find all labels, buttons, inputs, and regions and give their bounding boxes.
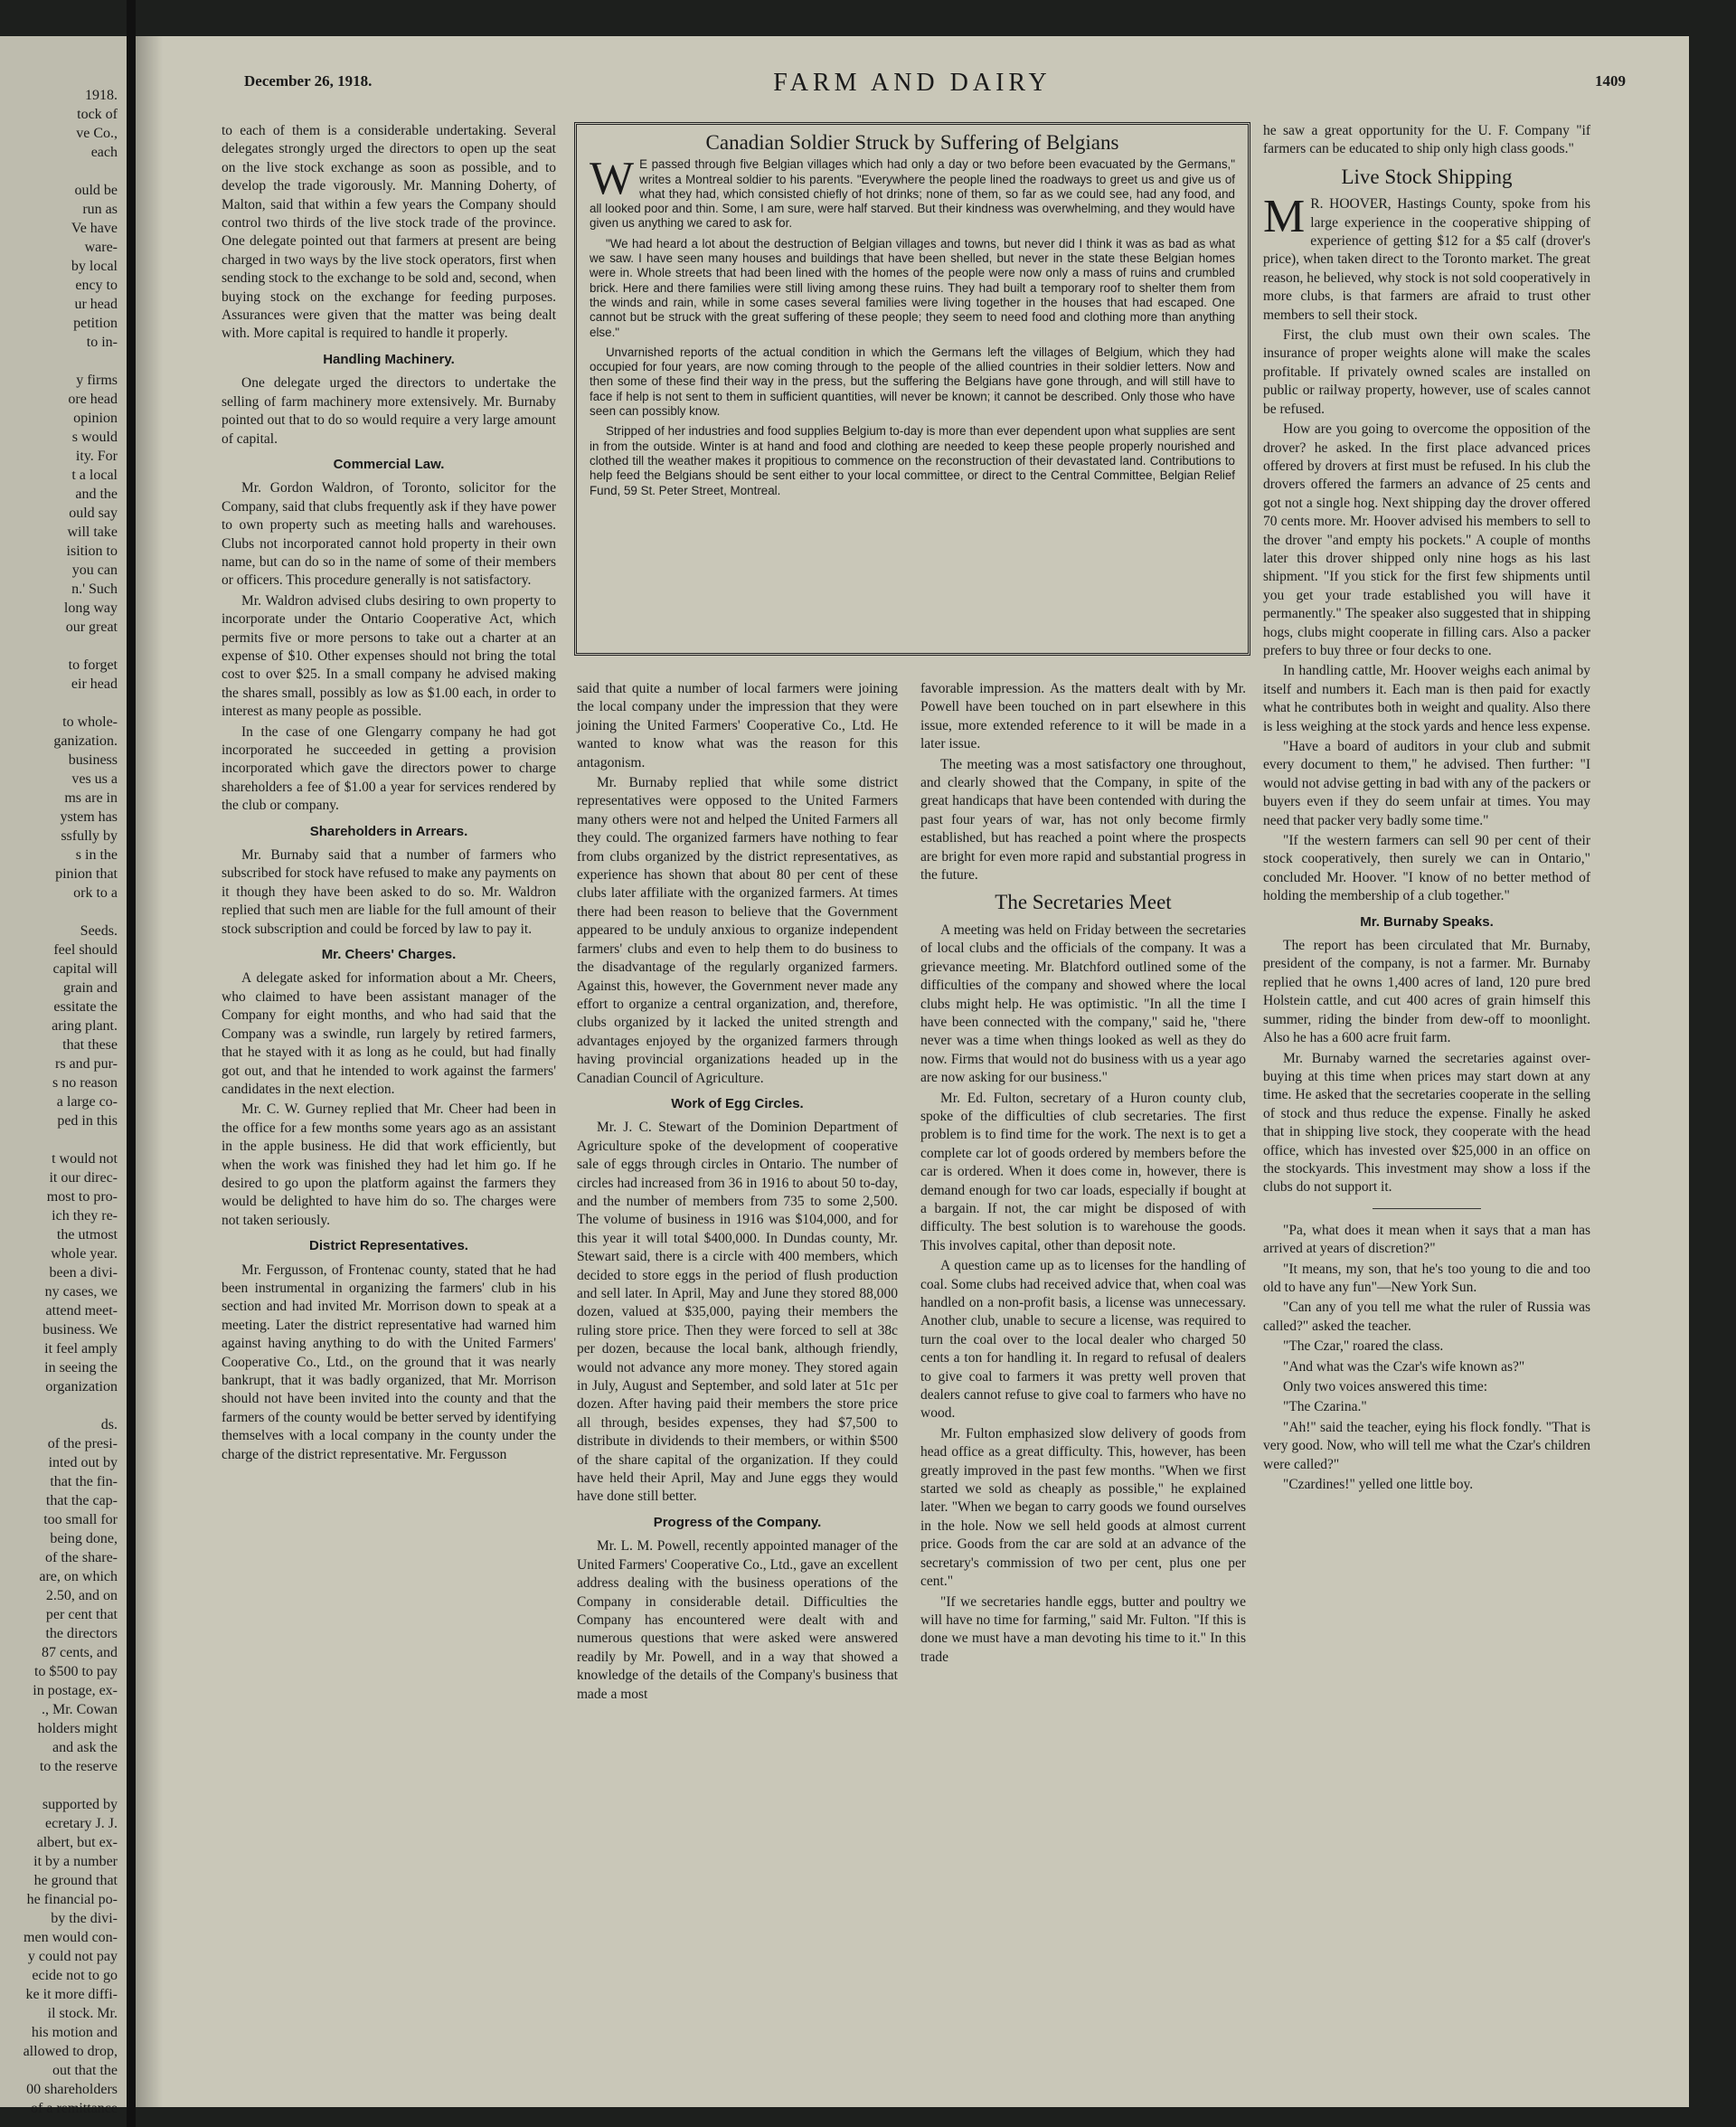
previous-page-line: will take — [67, 525, 118, 540]
col4-paragraph: "The Czarina." — [1283, 1399, 1367, 1415]
previous-page-line: to in- — [86, 335, 118, 350]
previous-page-line: ecretary J. J. — [45, 1816, 118, 1831]
previous-page-line: a large co- — [56, 1094, 118, 1110]
previous-page-line: attend meet- — [45, 1303, 118, 1319]
previous-page-line: ny cases, we — [44, 1284, 118, 1300]
previous-page-line: long way — [63, 600, 118, 616]
previous-page-line: that the fin- — [50, 1474, 118, 1489]
col4-paragraph: "It means, my son, that he's too young to die and too old to have any fun"—New York Sun. — [1263, 1261, 1590, 1295]
previous-page-line: each — [90, 145, 118, 160]
previous-page-line: ould be — [74, 183, 118, 198]
previous-page-line: ecide not to go — [32, 1968, 118, 1983]
previous-page-line — [0, 162, 118, 181]
previous-page-line — [0, 1396, 118, 1415]
col4-paragraph: "Have a board of auditors in your club and submit every document to them," he advised. Then further: "I would not advise getting in bad with any of the packers or buyers even if they do seem unfair at times. You may need that packer very badly some time." — [1263, 739, 1590, 828]
previous-page-line: been a divi- — [49, 1265, 118, 1281]
previous-page-line: ., Mr. Cowan — [42, 1702, 118, 1717]
subheading-company-progress: Progress of the Company. — [653, 1514, 822, 1530]
previous-page-line: are, on which — [39, 1569, 118, 1584]
previous-page-line: ity. For — [75, 449, 118, 464]
column-3 — [920, 680, 1246, 2095]
previous-page-line — [0, 1130, 118, 1149]
previous-page-line: petition — [73, 316, 118, 331]
previous-page-line: ork to a — [73, 885, 118, 901]
previous-page-line — [0, 694, 118, 713]
box-paragraph-text: E passed through five Belgian villages which had only a day or two before been evacuated by the Germans," writes a Montreal soldier to his parents. "Everywhere the people lined the roadways to greet us and give us of what they had, which consisted chiefly of hot drinks; none of them, so far as we could see, had any food, and all looked poor and thin. Some, I am sure, were half starved. But their kindness was overwhelming, and they would have given us anything we cared to ask for. — [590, 157, 1235, 231]
previous-page-line: his motion and — [31, 2025, 118, 2040]
box-dropcap: W — [590, 153, 635, 205]
previous-page-line: holders might — [37, 1721, 118, 1736]
subheading-commercial-law: Commercial Law. — [333, 456, 445, 472]
heading-secretaries-meet: The Secretaries Meet — [995, 891, 1172, 914]
col1-paragraph: One delegate urged the directors to undertake the selling of farm machinery more extensively. Mr. Burnaby pointed out that to do so would require a very large amount of capital. — [222, 375, 556, 447]
previous-page-line: to $500 to pay — [34, 1664, 118, 1679]
previous-page-line: eir head — [71, 676, 118, 692]
previous-page-line — [0, 352, 118, 371]
previous-page-line: aring plant. — [52, 1018, 118, 1034]
column-2 — [577, 680, 898, 2095]
col4-paragraph: The report has been circulated that Mr. Burnaby, president of the company, is not a farmer. Mr. Burnaby replied that he owns 1,400 acres of land, 120 pure bred Holstein cattle, and cut 400 acres of grain himself this summer, riding the binder from dew-off to moonlight. Also he has a 600 acre fruit farm. — [1263, 938, 1590, 1046]
subheading-district-representatives: District Representatives. — [309, 1238, 468, 1254]
previous-page-line: feel should — [53, 942, 118, 958]
previous-page-line: ould say — [69, 506, 118, 521]
col4-paragraph: "The Czar," roared the class. — [1283, 1338, 1444, 1355]
previous-page-line: ich they re- — [52, 1208, 118, 1224]
previous-page-line: grain and — [63, 980, 118, 996]
previous-page-line: the directors — [45, 1626, 118, 1641]
col4-paragraph — [1263, 191, 1591, 325]
col4-paragraph: In handling cattle, Mr. Hoover weighs each animal by itself and numbers it. Each man is then paid for exactly what he contributes both in weight and quality. Also there is less weighing at the stock yards and hence less expense. — [1263, 663, 1591, 734]
col1-paragraph: Mr. Gordon Waldron, of Toronto, solicitor for the Company, said that clubs frequently ask if they have power to own property such as meeting halls and warehouses. Clubs not incorporated cannot hold property in their own name, but can do so in the name of some of their members or officers. This procedure generally is not satisfactory. — [222, 480, 556, 589]
previous-page-line: to the reserve — [39, 1759, 118, 1774]
previous-page-line: per cent that — [45, 1607, 118, 1622]
previous-page-line: t would not — [52, 1151, 118, 1167]
previous-page-line: supported by — [42, 1797, 118, 1812]
previous-page-line: ssfully by — [61, 828, 118, 844]
previous-page-line: essitate the — [53, 999, 118, 1015]
previous-page-line: opinion — [73, 411, 118, 426]
belgian-relief-box — [574, 122, 1250, 656]
col3-paragraph: A meeting was held on Friday between the secretaries of local clubs and the officials of the company. It was a grievance meeting. Mr. Blatchford outlined some of the difficulties of the company and showed where the local clubs might help. He was optimistic. "In all the time I have been connected with the company," said he, "there never was a time when things looked as well as they do now. Firms that would not do business with us a year ago are now asking for our business." — [920, 922, 1246, 1086]
previous-page-line: by local — [71, 259, 118, 274]
previous-page-line: ds. — [100, 1417, 118, 1432]
previous-page-line: 2.50, and on — [45, 1588, 118, 1603]
previous-page-line: it feel amply — [44, 1341, 118, 1357]
previous-page-line: to whole- — [62, 714, 118, 730]
col1-paragraph: to each of them is a considerable undertaking. Several delegates strongly urged the directors to open up the seat on the live stock exchange as soon as possible, and to develop the trade vigorously. Mr. Manning Doherty, of Malton, said that within a few years the Company should control two thirds of the live stock trade of the province. One delegate pointed out that farmers at present are being charged in two ways by the live stock operators, first when sending stock to the exchange to be sold and, second, when buying stock on the exchange for feeding purposes. Assurances were given that the matter was being dealt with. More capital is required to handle it properly. — [222, 123, 556, 342]
previous-page-line: of a remittance — [31, 2101, 118, 2116]
previous-page-line: most to pro- — [46, 1189, 118, 1205]
previous-page-line: in seeing the — [44, 1360, 118, 1375]
subheading-burnaby-speaks: Mr. Burnaby Speaks. — [1360, 913, 1494, 930]
previous-page-line: s would — [71, 430, 118, 445]
col4-paragraph: Mr. Burnaby warned the secretaries against over-buying at this time when prices may start down at any time. He asked that the secretaries cooperate in the selling of stock and thus reduce the expense. Finally he asked that in shipping live stock, they cooperate with the head office, which has invested over $25,000 in an office on the stockyards. This investment may show a loss if the clubs do not support it. — [1263, 1050, 1590, 1196]
col4-paragraph: First, the club must own their own scales. The insurance of proper weights alone will make the scales profitable. If privately owned scales are installed on public or railway property, however, use of scales cannot be refused. — [1263, 327, 1590, 417]
previous-page-line: of the presi- — [47, 1436, 118, 1451]
previous-page-line: ur head — [74, 297, 118, 312]
previous-page-line: it by a number — [33, 1854, 118, 1869]
previous-page-line — [0, 637, 118, 656]
previous-page-line: and ask the — [52, 1740, 118, 1755]
previous-page-line: rs and pur- — [55, 1056, 118, 1072]
col3-paragraph: A question came up as to licenses for the handling of coal. Some clubs had received advice that, when coal was handled on a non-profit basis, a license was unnecessary. Another club, unable to secure a license, was required to turn the coal over to the local dealer who charged 50 cents a ton for handling it. In regard to refusal of dealers to give coal to farmers it was pretty well proven that dealers cannot refuse to give coal to farmers who have no wood. — [920, 1258, 1246, 1422]
previous-page-line: whole year. — [51, 1246, 118, 1262]
column-1 — [222, 122, 556, 2094]
col4-paragraph: "And what was the Czar's wife known as?" — [1283, 1358, 1525, 1375]
col2-paragraph: Mr. L. M. Powell, recently appointed manager of the United Farmers' Cooperative Co., Ltd., gave an excellent address dealing with the business operations of the Company in considerable detail. Difficulties the Company has encountered were dealt with and numerous questions that were asked were answered readily by Mr. Powell, and in a way that showed a knowledge of the details of the Company's business that made a most — [577, 1538, 898, 1702]
col1-paragraph: Mr. Burnaby said that a number of farmers who subscribed for stock have refused to make any payments on it though they have been asked to do so. Mr. Waldron replied that such men are liable for the full amount of their stock subscription and could be forced by law to pay it. — [222, 847, 556, 937]
previous-page-line: business — [68, 752, 118, 768]
previous-page-line: Ve have — [71, 221, 118, 236]
previous-page-line: that these — [62, 1037, 118, 1053]
previous-page-line: t a local — [71, 468, 118, 483]
previous-page-line: ke it more diffi- — [25, 1987, 118, 2002]
previous-page-line: he financial po- — [26, 1892, 118, 1907]
col4-paragraph: Only two voices answered this time: — [1283, 1379, 1487, 1394]
newspaper-page — [136, 36, 1689, 2107]
masthead-title: FARM AND DAIRY — [773, 69, 1052, 97]
previous-page-line: organization — [45, 1379, 118, 1394]
page-number: 1409 — [1595, 72, 1626, 90]
previous-page-line: s no reason — [52, 1075, 118, 1091]
previous-page-line: the utmost — [56, 1227, 118, 1243]
box-paragraph — [590, 153, 1235, 231]
previous-page-line: men would con- — [24, 1930, 118, 1945]
section-divider — [1373, 1208, 1481, 1209]
previous-page-line: in postage, ex- — [33, 1683, 118, 1698]
col4-paragraph: "Pa, what does it mean when it says that a man has arrived at years of discretion?" — [1263, 1222, 1590, 1257]
col4-dropcap: M — [1263, 191, 1306, 243]
col4-paragraph: "Czardines!" yelled one little boy. — [1283, 1477, 1474, 1493]
col4-paragraph: "Ah!" said the teacher, eying his flock fondly. "That is very good. Now, who will tell me what the Czar's children were called?" — [1263, 1419, 1590, 1472]
previous-page-line: tock of — [77, 107, 118, 122]
page-fold-shadow — [136, 36, 163, 2107]
previous-page-line: y could not pay — [27, 1949, 118, 1964]
previous-page-line: isition to — [66, 544, 118, 559]
previous-page-line: ganization. — [53, 733, 118, 749]
box-paragraph: "We had heard a lot about the destruction of Belgian villages and towns, but never did I think it was as bad as what we saw. I have seen many houses and buildings that have been shelled, but never in the state these Belgian homes were in. Whole streets that had been lined with the homes of the people were now only a mass of ruins and crumbled brick. Here and there families were still living among these ruins. They had built a temporary roof to shelter them from the winds and rain, while in some cases several families were living together in the houses that had escaped. One cannot but be struck with the great suffering of these people; they seem to need food and clothing more than anything else." — [590, 236, 1235, 339]
previous-page-line: our great — [65, 619, 118, 635]
previous-page-line: 87 cents, and — [42, 1645, 118, 1660]
previous-page-line: Seeds. — [80, 923, 118, 939]
col1-paragraph: In the case of one Glengarry company he had got incorporated he succeeded in getting a provision incorporated which gave the directors power to charge shareholders a fee of $1.00 a year for services rendered by the club or company. — [222, 723, 556, 814]
previous-page-line: out that the — [52, 2063, 118, 2078]
previous-page-line — [0, 1776, 118, 1795]
col4-paragraph: "If the western farmers can sell 90 per cent of their stock cooperatively, then surely we can in Ontario," concluded Mr. Hoover. "I know of no better method of holding the membership of a club together." — [1263, 833, 1590, 904]
col1-paragraph: Mr. Waldron advised clubs desiring to own property to incorporate under the Ontario Cooperative Act, which permits five or more persons to take out a charter at an expense of $10. Other expenses should not bring the total cost to over $25. In a small company he advised making the shares small, possibly as low as $1.00 each, in order to interest as many people as possible. — [222, 592, 556, 720]
previous-page-line: ystem has — [60, 809, 118, 825]
previous-page-line: n.' Such — [71, 581, 118, 597]
previous-page-line: y firms — [76, 373, 118, 388]
issue-date: December 26, 1918. — [244, 72, 373, 90]
previous-page-edge — [0, 36, 127, 2116]
previous-page-line: ore head — [68, 392, 118, 407]
col1-paragraph: Mr. Fergusson, of Frontenac county, stated that he had been instrumental in organizing the farmers' club in his section and had invited Mr. Morrison down to speak at a meeting. Later the district representative had warned him against having anything to do with the United Farmers' Cooperative Co., Ltd., on the ground that it was nearly bankrupt, that it was badly organized, that Mr. Morrison should not have been invited into the county and that the farmers of the county would be better served by identifying themselves with a local company in the county under the charge of the district representative. Mr. Fergusson — [222, 1262, 556, 1462]
heading-live-stock-shipping: Live Stock Shipping — [1341, 165, 1513, 188]
previous-page-line: it our direc- — [49, 1170, 118, 1186]
col1-paragraph: Mr. C. W. Gurney replied that Mr. Cheer had been in the office for a few months some years ago as an assistant in the apple business. He did that work efficiently, but when the work was finished they had let him go. If he desired to go upon the platform against the farmers they would be delighted to have him do so. The charges were not taken seriously. — [222, 1101, 556, 1228]
col3-paragraph: favorable impression. As the matters dealt with by Mr. Powell have been touched on in part elsewhere in this issue, more extended reference to it will be made in a later issue. — [920, 681, 1246, 752]
col2-paragraph: said that quite a number of local farmers were joining the local company under the impression that they were joining the United Farmers' Cooperative Co., Ltd. He wanted to know what was the reason for this antagonism. — [577, 681, 898, 770]
previous-page-line — [0, 903, 118, 922]
col3-paragraph: Mr. Fulton emphasized slow delivery of goods from head office as a great difficulty. This, however, has been greatly improved in the past few months. "When we first started we sold as cheaply as possible," he explained later. "When we began to carry goods we found ourselves in the hole. Now we sell held goods at almost current price. Goods from the car are sold at an advance of the secretary's commission of two per cent, plus one per cent." — [920, 1425, 1246, 1590]
previous-page-line: capital will — [52, 961, 118, 977]
book-gutter — [127, 0, 136, 2127]
col1-paragraph: A delegate asked for information about a Mr. Cheers, who claimed to have been assistant manager of the Company for eight months, and who had said that the Company was a swindle, run largely by retired farmers, that he stayed with it as long as he could, but had finally got out, and that he intended to work against the farmers' candidates in the next election. — [222, 970, 556, 1097]
column-4 — [1263, 122, 1590, 2094]
subheading-handling-machinery: Handling Machinery. — [323, 351, 455, 367]
previous-page-line: you can — [71, 562, 118, 578]
col2-paragraph: Mr. J. C. Stewart of the Dominion Department of Agriculture spoke of the development of cooperative sale of eggs through circles in Ontario. The number of circles had increased from 36 in 1916 to about 50 to-day, and the number of members from 735 to some 2,500. The volume of business in 1916 was $104,000, and for this year it will total $400,000. In Dundas county, Mr. Stewart said, there is a circle with 400 members, which decided to store eggs in the period of flush production and sell later. In April, May and June they stored 88,000 dozen, valued at $35,000, paying their members the ruling store price. Then they were forced to sell at 38c per dozen, because the local bank, although friendly, would not advance any more money. They stored again in July, August and September, and sold later at 51c per dozen. After having paid their members the store price all through, besides expenses, they had $7,500 to distribute in dividends to their members, or within $500 of the share capital of the organization. If they could have held their April, May and June eggs they would have done still better. — [577, 1120, 898, 1505]
col3-paragraph: "If we secretaries handle eggs, butter and poultry we will have no time for farming," said Mr. Fulton. "If this is done we must have a man devoting his time to it." In this trade — [920, 1593, 1246, 1665]
page-header — [136, 36, 1689, 97]
col3-paragraph: The meeting was a most satisfactory one throughout, and clearly showed that the Company, in spite of the great handicaps that have been contended with during the past four years of war, has not only become firmly established, but has reached a point where the prospects are bright for even more rapid and substantial progress in the future. — [920, 756, 1246, 884]
previous-page-line: business. We — [42, 1322, 118, 1338]
previous-page-line: to forget — [68, 657, 118, 673]
previous-page-line: allowed to drop, — [23, 2044, 118, 2059]
box-paragraph: Stripped of her industries and food supplies Belgium to-day is more than ever dependent upon what supplies are sent in from the outside. Winter is at hand and food and clothing are needed to keep these people properly nourished and clothed till the weather makes it propitious to commence on the reconstruction of their devastated land. Contributions to help feed the Belgians should be sent either to your local committee, or direct to the Central Committee, Belgian Relief Fund, 59 St. Peter Street, Montreal. — [590, 424, 1235, 497]
previous-page-line: ms are in — [64, 790, 118, 806]
previous-page-line: by the divi- — [51, 1911, 118, 1926]
previous-page-line: 1918. — [85, 88, 118, 103]
previous-page-line: inted out by — [48, 1455, 118, 1470]
col4-paragraph: How are you going to overcome the opposition of the drover? he asked. In the first place advanced prices offered by drovers at first must be refused. In his club the drovers offered the farmers an advance of 25 cents and got not a single hog. Next shipping day the drover offered 70 cents more. Mr. Hoover advised his members to sell to the drover "and empty his pockets." A couple of months later this drover shipped only nine hogs as his last shipment. "If you stick for the first few shipments until you get your trade established you will have it permanently." The speaker also suggested that in shipping hogs, clubs might cooperate in filling cars. Also a packer prefers to buy three or four decks to one. — [1263, 421, 1590, 658]
col3-paragraph: Mr. Ed. Fulton, secretary of a Huron county club, spoke of the difficulties of club secretaries. The first problem is to find time for the work. The next is to get a complete car lot of goods ordered by members before the car is ordered. When it does come in, however, there is demand enough for two car loads, especially if bought at a bargain. If not, the car might be disposed of with difficulty. The best solution is to warehouse the goods. This involves capital, other than deposit note. — [920, 1090, 1246, 1253]
previous-page-line: too small for — [43, 1512, 118, 1527]
previous-page-text — [0, 86, 118, 2118]
col2-paragraph: Mr. Burnaby replied that while some district representatives were opposed to the United Farmers many others were not and helped the United Farmers all they could. The organized farmers have nothing to fear from clubs organized by the district representatives, as experience has shown that about 80 per cent of these clubs later affiliate with the organized farmers. At times there had been reason to believe that the Government appeared to be unduly anxious to organize independent farmers' clubs and even to help them to do business to the disadvantage of the regularly organized farmers. Against this, however, the Government never made any effort to organize a central organization, and, therefore, clubs organized by it lacked the united strength and advantages enjoyed by the organized farmers through having provincial organizations headed up in the Canadian Council of Agriculture. — [577, 775, 898, 1086]
box-title: Canadian Soldier Struck by Suffering of Belgians — [705, 131, 1119, 154]
previous-page-line: 00 shareholders — [26, 2082, 118, 2097]
col4-paragraph: "Can any of you tell me what the ruler of Russia was called?" asked the teacher. — [1263, 1300, 1590, 1334]
previous-page-line: ves us a — [71, 771, 118, 787]
col4-paragraph: he saw a great opportunity for the U. F. Company "if farmers can be educated to ship only high class goods." — [1263, 123, 1590, 157]
previous-page-line: ency to — [75, 278, 118, 293]
subheading-cheers-charges: Mr. Cheers' Charges. — [321, 947, 457, 963]
previous-page-line: that the cap- — [45, 1493, 118, 1508]
previous-page-line: ve Co., — [76, 126, 118, 141]
subheading-shareholders-arrears: Shareholders in Arrears. — [309, 823, 468, 839]
previous-page-line: run as — [82, 202, 118, 217]
previous-page-line: il stock. Mr. — [47, 2006, 118, 2021]
previous-page-line: of the share- — [45, 1550, 118, 1565]
previous-page-line: being done, — [50, 1531, 118, 1546]
previous-page-line: he ground that — [33, 1873, 118, 1888]
previous-page-line: s in the — [75, 847, 118, 863]
previous-page-line: pinion that — [55, 866, 118, 882]
box-paragraph: Unvarnished reports of the actual condition in which the Germans left the villages of Belgium, which they had occupied for four years, are now coming through to the people of the allied countries in their soldier letters. Now and then some of these find their way in the press, but the suffering the Belgians have gone through, and will still have to face if help is not sent to them in sufficient quantities, will never be known; it cannot be described. Only those who have seen can possibly know. — [590, 345, 1235, 419]
previous-page-line: ware- — [84, 240, 118, 255]
subheading-egg-circles: Work of Egg Circles. — [671, 1095, 804, 1111]
col4-paragraph-text: R. HOOVER, Hastings County, spoke from his large experience in the cooperative shipping of experience of getting $12 for a $5 calf (drover's price), when taken direct to the Toronto market. The great reason, he believed, why stock is not sold cooperatively in more clubs, is that farmers are afraid to trust other members to sell their stock. — [1263, 196, 1591, 323]
previous-page-line: ped in this — [57, 1113, 118, 1129]
previous-page-line: and the — [75, 487, 118, 502]
previous-page-line: albert, but ex- — [36, 1835, 118, 1850]
